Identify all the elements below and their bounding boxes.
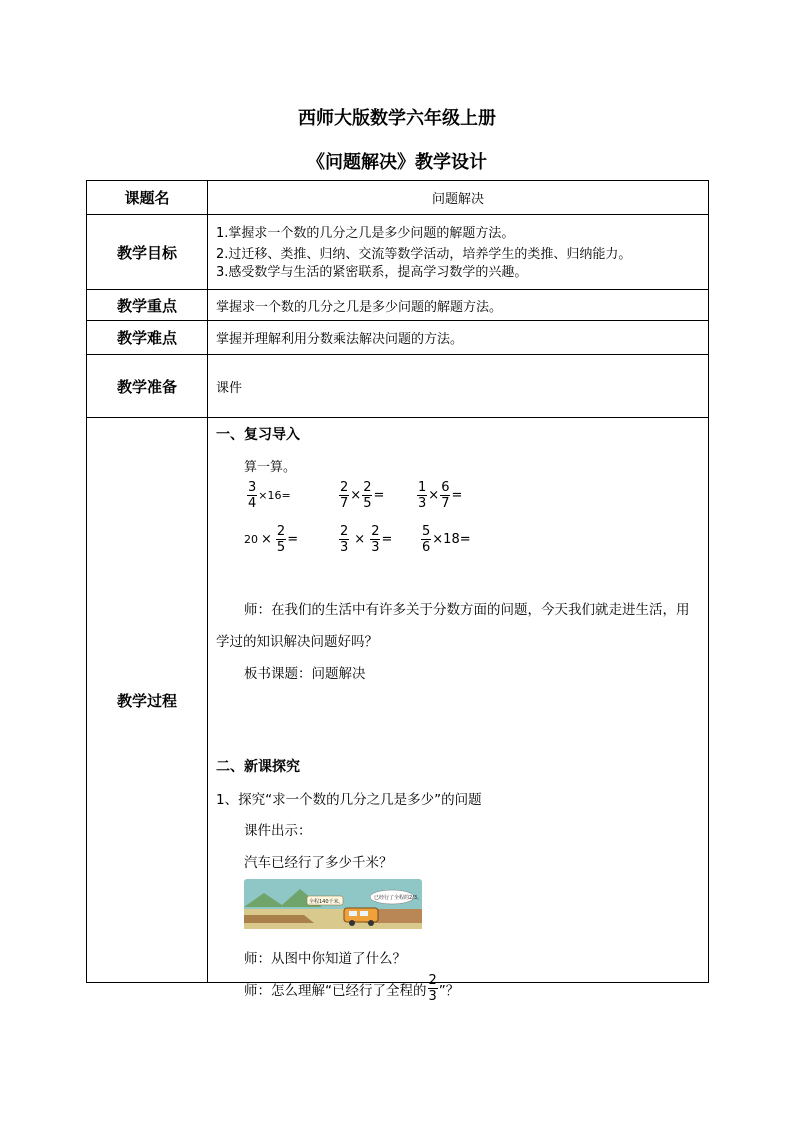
exercise-2: $\frac{2}{7}$ × $\frac{2}{5}$ = <box>340 480 385 511</box>
label-difficulty: 教学难点 <box>87 321 208 355</box>
exercise-4: 20 × $\frac{2}{5}$ = <box>244 524 299 555</box>
fraction: $\frac{2}{3}$ <box>340 524 349 555</box>
goal-item: 1.掌握求一个数的几分之几是多少问题的解题方法。 <box>216 226 515 241</box>
section-review: 一、复习导入 <box>216 427 300 443</box>
row-key <box>87 290 709 321</box>
courseware-label: 课件出示： <box>244 823 312 839</box>
teacher-question-1: 师：从图中你知道了什么？ <box>244 951 406 967</box>
value-goals <box>208 215 709 290</box>
value-process <box>208 418 709 1004</box>
label-topic: 课题名 <box>87 181 208 215</box>
sign-text: 全程140千米。 <box>309 899 344 905</box>
value-key: 掌握求一个数的几分之几是多少问题的解题方法。 <box>208 290 709 321</box>
exercise-3: $\frac{1}{3}$ × $\frac{6}{7}$ = <box>418 480 463 511</box>
question-text: 汽车已经行了多少千米？ <box>244 855 393 871</box>
row-goals <box>87 215 709 290</box>
bus-wheel <box>349 920 355 926</box>
bus-illustration <box>244 879 422 929</box>
board-title: 板书课题：问题解决 <box>244 666 366 682</box>
exercise-5: $\frac{2}{3}$ × $\frac{2}{3}$ = <box>340 524 393 555</box>
fraction: $\frac{1}{3}$ <box>418 480 427 511</box>
fraction: $\frac{2}{5}$ <box>363 480 372 511</box>
row-prep <box>87 355 709 418</box>
speech-text: 已经行了全程的2/3。 <box>374 895 422 901</box>
row-process <box>87 418 709 983</box>
section-new-lesson: 二、新课探究 <box>216 759 300 775</box>
calc-prompt: 算一算。 <box>244 460 297 475</box>
explore-heading: 1、探究“求一个数的几分之几是多少”的问题 <box>216 792 482 808</box>
label-prep: 教学准备 <box>87 355 208 418</box>
row-topic <box>87 181 709 215</box>
fraction: $\frac{2}{3}$ <box>371 524 380 555</box>
goal-item: 3.感受数学与生活的紧密联系，提高学习数学的兴趣。 <box>216 265 528 280</box>
label-process: 教学过程 <box>87 418 208 983</box>
teacher-intro-line1: 师：在我们的生活中有许多关于分数方面的问题，今天我们就走进生活，用 <box>244 602 690 618</box>
value-prep: 课件 <box>208 355 709 418</box>
road-shape <box>244 915 314 923</box>
fraction: $\frac{5}{6}$ <box>422 524 431 555</box>
exercise-6: $\frac{5}{6}$ ×18= <box>422 524 471 555</box>
exercise-1: $\frac{3}{4}$ ×16= <box>248 480 291 511</box>
teacher-intro-line2: 学过的知识解决问题好吗？ <box>216 634 378 650</box>
bus-wheel <box>368 920 374 926</box>
goal-item: 2.过迁移、类推、归纳、交流等数学活动，培养学生的类推、归纳能力。 <box>216 247 632 262</box>
teacher-question-2: 师：怎么理解“已经行了全程的 $\frac{2}{3}$ ”？ <box>244 973 460 1004</box>
bus-window <box>349 911 357 916</box>
fraction: $\frac{2}{5}$ <box>276 524 286 555</box>
document-subtitle: 《问题解决》教学设计 <box>307 152 487 173</box>
document-title: 西师大版数学六年级上册 <box>298 108 496 129</box>
label-key: 教学重点 <box>87 290 208 321</box>
lesson-plan-table <box>86 180 709 1004</box>
fraction: $\frac{2}{3}$ <box>428 973 437 1004</box>
fraction: $\frac{3}{4}$ <box>248 480 257 511</box>
label-goals: 教学目标 <box>87 215 208 290</box>
fraction: $\frac{6}{7}$ <box>441 480 450 511</box>
row-difficulty <box>87 321 709 355</box>
value-topic: 问题解决 <box>208 181 709 215</box>
bus-window <box>360 911 368 916</box>
value-difficulty: 掌握并理解利用分数乘法解决问题的方法。 <box>208 321 709 355</box>
fraction: $\frac{2}{7}$ <box>340 480 349 511</box>
